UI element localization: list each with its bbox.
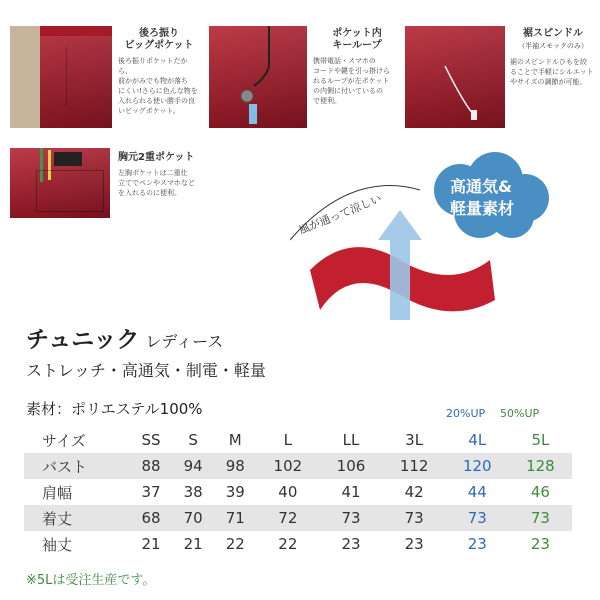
table-cell: 73 <box>383 505 446 531</box>
spindle-icon <box>405 26 505 128</box>
table-cell: 44 <box>467 483 487 501</box>
up20-label: 20%UP <box>446 407 486 420</box>
size-table <box>24 427 572 557</box>
table-cell: SS <box>141 431 161 449</box>
feature-title: 後ろ振り ビッグポケット <box>124 28 194 51</box>
ventilation-graphic <box>290 150 590 340</box>
table-cell: 23 <box>404 535 424 553</box>
product-subtitle: レディース <box>145 332 224 351</box>
cloud-text-2: 軽量素材 <box>450 199 515 218</box>
feature-back-pocket <box>118 28 200 116</box>
table-cell: 肩幅 <box>42 483 73 502</box>
hem-spindle-photo <box>405 26 505 128</box>
table-cell: 73 <box>319 505 382 531</box>
table-cell: 68 <box>130 505 172 531</box>
feature-hem-spindle <box>510 28 596 87</box>
product-title <box>26 321 223 354</box>
table-cell: 112 <box>383 453 446 479</box>
table-cell: 128 <box>509 453 572 479</box>
table-cell: 70 <box>172 505 214 531</box>
feature-body: 後ろ振りポケットだから、 前かがみでも物が落ち にくい!さらに色んな物を 入れられる使い勝手の良 いビッグポケット。 <box>118 57 198 115</box>
table-cell: バスト <box>24 453 130 479</box>
chest-pocket-photo <box>10 148 110 218</box>
key-loop-photo <box>209 26 307 128</box>
table-cell: 22 <box>278 535 298 553</box>
feature-title: 胸元2重ポケット <box>118 152 195 163</box>
table-cell: 94 <box>172 453 214 479</box>
table-cell: 102 <box>256 453 319 479</box>
size-header-row <box>24 427 572 453</box>
table-cell: LL <box>342 431 360 449</box>
table-cell: 41 <box>341 483 361 501</box>
up50-label: 50%UP <box>500 407 540 420</box>
table-cell: 21 <box>141 535 161 553</box>
order-note: ※5Lは受注生産です。 <box>26 573 156 588</box>
table-cell: 4L <box>468 431 487 449</box>
table-cell: 88 <box>130 453 172 479</box>
product-tagline: ストレッチ・高通気・制電・軽量 <box>26 361 266 380</box>
feature-subtitle: （半袖スモックのみ） <box>518 42 588 50</box>
table-cell: 22 <box>225 535 245 553</box>
table-row <box>24 505 572 531</box>
feature-body: 携帯電話・スマホの コードや鍵を引っ掛けら れるループが左ポケット の内側に付いているの で便利。 <box>313 57 390 105</box>
table-cell: 5L <box>531 431 550 449</box>
feature-chest-pocket <box>118 152 208 198</box>
back-pocket-photo <box>10 26 112 128</box>
table-cell: L <box>283 431 293 449</box>
table-cell: 73 <box>446 505 509 531</box>
table-cell: 39 <box>225 483 245 501</box>
table-cell: 3L <box>405 431 424 449</box>
table-cell: 71 <box>214 505 256 531</box>
table-cell: 38 <box>183 483 203 501</box>
key-icon <box>209 26 307 128</box>
table-row <box>24 479 572 505</box>
table-cell: M <box>228 431 242 449</box>
feature-body: 左胸ポケットは二重仕 立てでペンやスマホなど を入れるのに便利。 <box>118 169 195 197</box>
table-cell: 23 <box>467 535 487 553</box>
table-cell: 23 <box>341 535 361 553</box>
feature-body: 裾のスピンドルひもを絞 ることで手軽にシルエット やサイズの調節が可能。 <box>510 58 594 86</box>
table-cell: 40 <box>278 483 298 501</box>
wind-text: 風が通って涼しい <box>296 191 384 237</box>
table-cell: 42 <box>404 483 424 501</box>
table-cell: 120 <box>446 453 509 479</box>
table-cell: S <box>188 431 198 449</box>
material-label: 素材：ポリエステル100% <box>26 400 203 418</box>
table-cell: 73 <box>509 505 572 531</box>
table-cell: 98 <box>214 453 256 479</box>
feature-title: ポケット内 キーループ <box>332 28 382 51</box>
table-cell: 袖丈 <box>42 535 73 554</box>
table-cell: 37 <box>141 483 161 501</box>
table-cell: 着丈 <box>24 505 130 531</box>
table-cell: 106 <box>319 453 382 479</box>
table-cell: 23 <box>530 535 550 553</box>
feature-key-loop <box>313 28 401 106</box>
table-cell: サイズ <box>42 431 86 450</box>
table-row <box>24 453 572 479</box>
table-cell: 46 <box>530 483 550 501</box>
product-name: チュニック <box>26 327 140 353</box>
feature-title: 裾スピンドル <box>523 28 583 39</box>
table-cell: 21 <box>183 535 203 553</box>
table-cell: 72 <box>256 505 319 531</box>
cloud-text-1: 高通気& <box>450 177 512 196</box>
table-row <box>24 531 572 557</box>
